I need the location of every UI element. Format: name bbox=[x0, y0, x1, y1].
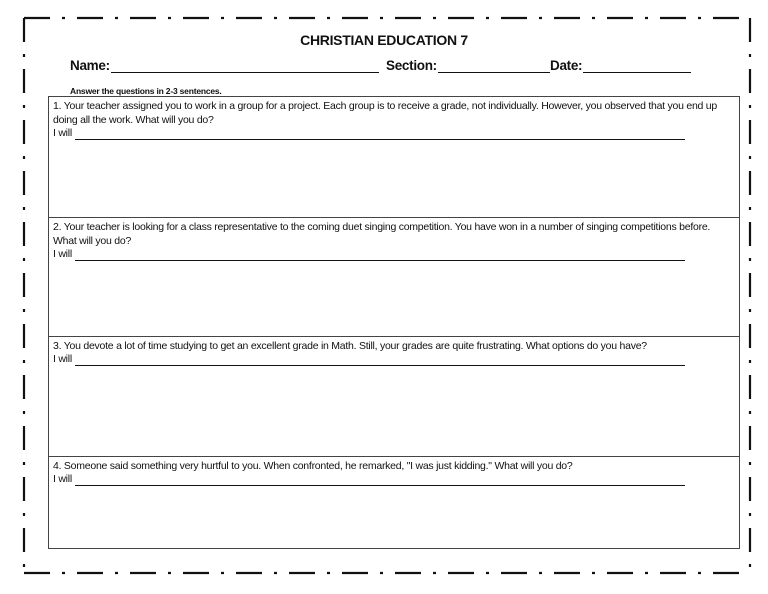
question-1-section bbox=[49, 97, 739, 217]
question-1 bbox=[53, 99, 733, 140]
answer-3-prefix: I will bbox=[53, 353, 72, 365]
section-blank[interactable] bbox=[438, 59, 550, 73]
answer-4-prefix: I will bbox=[53, 473, 72, 485]
question-4-section bbox=[49, 456, 739, 548]
name-label: Name: bbox=[70, 58, 110, 73]
question-3-section bbox=[49, 336, 739, 456]
header-fields bbox=[70, 58, 710, 78]
answer-1-field[interactable] bbox=[53, 127, 733, 140]
name-field[interactable] bbox=[70, 58, 379, 73]
question-3-text: 3. You devote a lot of time studying to get an excellent grade in Math. Still, your grades are quite frustrating. What options do you have? bbox=[53, 340, 647, 352]
name-blank[interactable] bbox=[111, 59, 379, 73]
question-4 bbox=[53, 459, 733, 486]
date-label: Date: bbox=[550, 58, 583, 73]
instructions: Answer the questions in 2-3 sentences. bbox=[70, 86, 222, 96]
question-2-section bbox=[49, 217, 739, 336]
date-blank[interactable] bbox=[583, 59, 691, 73]
date-field[interactable] bbox=[550, 58, 691, 73]
question-2-text: 2. Your teacher is looking for a class representative to the coming duet singing competition. You have won in a number of singing competitions before. What will you do? bbox=[53, 221, 711, 247]
answer-3-field[interactable] bbox=[53, 353, 733, 366]
answer-2-line[interactable] bbox=[75, 250, 685, 261]
section-field[interactable] bbox=[386, 58, 550, 73]
answer-2-prefix: I will bbox=[53, 248, 72, 260]
answer-3-line[interactable] bbox=[75, 355, 685, 366]
section-label: Section: bbox=[386, 58, 437, 73]
question-3 bbox=[53, 339, 733, 366]
answer-4-field[interactable] bbox=[53, 473, 733, 486]
questions-box bbox=[48, 96, 740, 549]
answer-4-line[interactable] bbox=[75, 475, 685, 486]
question-2 bbox=[53, 220, 733, 261]
answer-1-prefix: I will bbox=[53, 127, 72, 139]
question-1-text: 1. Your teacher assigned you to work in a group for a project. Each group is to receive a grade, not individually. However, you observed that you end up doing all the work. What will you do? bbox=[53, 100, 717, 126]
worksheet-title: CHRISTIAN EDUCATION 7 bbox=[300, 32, 468, 48]
answer-2-field[interactable] bbox=[53, 248, 733, 261]
answer-1-line[interactable] bbox=[75, 129, 685, 140]
question-4-text: 4. Someone said something very hurtful to you. When confronted, he remarked, "I was just kidding." What will you do? bbox=[53, 460, 573, 472]
